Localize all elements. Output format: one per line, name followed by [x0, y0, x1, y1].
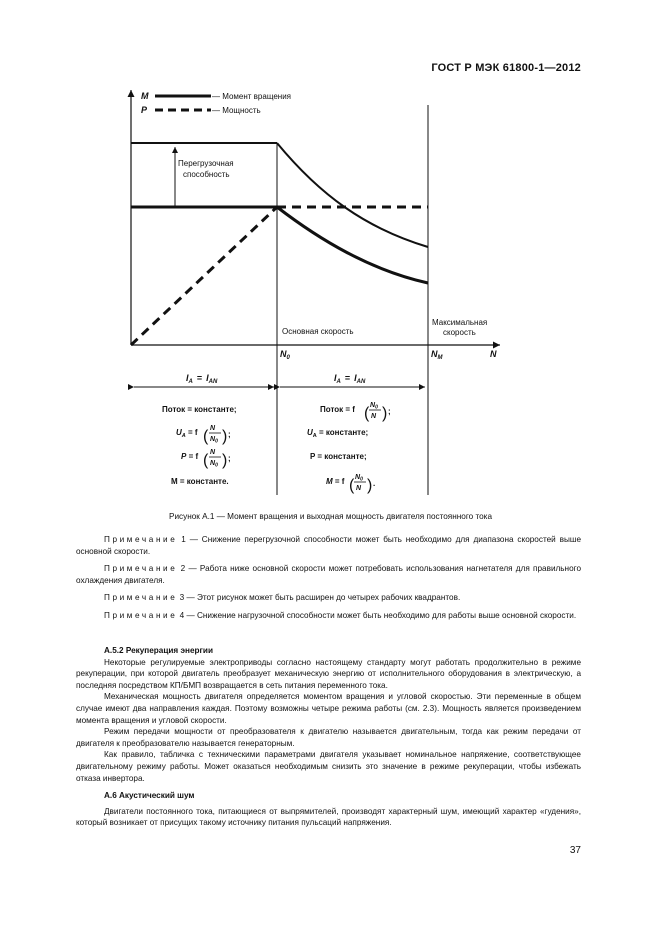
svg-text:(: (	[203, 428, 209, 445]
svg-text:P = f: P = f	[181, 452, 199, 461]
paragraph: Некоторые регулируемые электроприводы согласно настоящему стандарту могут работать продолжительно в режиме рекуперации, при которой двигатель преобразует механическую энергию от исполнительного оборудования в электрическую, а последняя посредством КП/БМП возвращается в сеть питания переменного тока.	[76, 657, 581, 690]
paragraph: Режим передачи мощности от преобразователя к двигателю называется двигательным, тогда как режим передачи от двигателя к преобразователю называется генераторным.	[76, 727, 581, 748]
svg-text:N: N	[210, 449, 216, 456]
page-number: 37	[569, 845, 581, 856]
note-1: Примечание 1 — Снижение перегрузочной способности может быть необходимо для диапазона скоростей выше основной скорости.	[76, 535, 581, 556]
svg-text:): )	[222, 428, 228, 445]
svg-text:N0: $N_0$	[355, 474, 363, 483]
right-flux-formula	[320, 402, 391, 422]
section-a52	[76, 643, 581, 784]
paragraph: Как правило, табличка с техническими параметрами двигателя указывает номинальное напряжение, соответствующее двигательному режиму работы. Может оказаться необходимым снизить это значение в режиме рекуперации, чтобы избежать отказа инвертора.	[76, 750, 581, 783]
svg-text:;: ;	[228, 430, 231, 439]
svg-text:): )	[222, 452, 228, 469]
current-label-right: $I_A = I_{AN}$	[334, 373, 366, 385]
overload-label-1: Перегрузочная	[178, 159, 234, 168]
svg-text:N0: $N_0$	[210, 460, 218, 469]
base-speed-label: Основная скорость	[282, 327, 354, 336]
left-p-formula	[181, 449, 231, 469]
svg-text:): )	[382, 405, 388, 422]
note-4: Примечание 4 — Снижение нагрузочной способности может быть необходимо для работы выше основной скорости.	[104, 610, 577, 620]
axis-label-n: N	[490, 349, 497, 359]
svg-text:N: N	[210, 425, 216, 432]
svg-text:N: N	[356, 485, 362, 492]
current-label-left: $I_A = I_{AN}$	[186, 373, 218, 385]
legend-power-label: — Мощность	[212, 106, 261, 115]
figure-caption: Рисунок А.1 — Момент вращения и выходная мощность двигателя постоянного тока	[168, 512, 493, 521]
rated-torque-curve	[277, 207, 428, 283]
note-2: Примечание 2 — Работа ниже основной скорости может потребовать использования нагнетателя для правильного охлаждения двигателя.	[76, 564, 581, 585]
note-3: Примечание 3 — Этот рисунок может быть расширен до четырех рабочих квадрантов.	[104, 593, 461, 603]
tick-nm: $N_M$	[431, 349, 443, 361]
document-header: ГОСТ Р МЭК 61800-1—2012	[431, 62, 581, 74]
legend-torque-label: — Момент вращения	[212, 92, 291, 101]
axis-label-p: P	[141, 105, 148, 115]
svg-text:(: (	[203, 452, 209, 469]
left-flux: Поток = константе;	[162, 405, 237, 414]
svg-text:UA = f: $U_A = f$	[176, 428, 198, 439]
axis-label-m: M	[141, 91, 149, 101]
svg-text:(: (	[349, 477, 355, 494]
section-a52-title: А.5.2 Рекуперация энергии	[104, 646, 213, 655]
max-speed-label-1: Максимальная	[432, 318, 488, 327]
notes-block	[76, 534, 581, 628]
svg-text:.: .	[373, 479, 376, 488]
overload-label-2: способность	[183, 170, 230, 179]
left-m: M = константе.	[171, 477, 229, 486]
right-u: $U_A$ = константе;	[307, 428, 369, 439]
power-rising-line	[131, 207, 277, 345]
svg-text:): )	[367, 477, 373, 494]
svg-text:;: ;	[228, 454, 231, 463]
paragraph: Механическая мощность двигателя определяется моментом вращения и угловой скоростью. Эти переменные в общем случае имеют два направления каждая. Поэтому возможны четыре режима работы (см. 2.3). Мощность является произведением момента вращения и угловой скорости.	[76, 692, 581, 725]
right-p: P = константе;	[310, 452, 367, 461]
paragraph: Двигатели постоянного тока, питающиеся от выпрямителей, производят характерный шум, имеющий характер «гудения», который возникает от присущих такому источнику питания пульсаций напряжения.	[76, 806, 581, 828]
svg-text:M = f: M = f	[326, 477, 345, 486]
svg-text:N0: $N_0$	[210, 436, 218, 445]
svg-text:Поток = f: Поток = f	[320, 405, 355, 414]
svg-text:N: N	[371, 413, 377, 420]
section-a6	[76, 788, 581, 829]
svg-text:(: (	[364, 405, 370, 422]
overload-torque-curve	[277, 143, 428, 247]
max-speed-label-2: скорость	[443, 328, 476, 337]
svg-text:N0: $N_0$	[370, 402, 378, 411]
left-u-formula	[176, 425, 231, 445]
section-a6-title: А.6 Акустический шум	[104, 791, 195, 800]
svg-text:;: ;	[388, 407, 391, 416]
right-m-formula	[326, 474, 375, 494]
tick-n0: $N_0$	[280, 349, 290, 361]
